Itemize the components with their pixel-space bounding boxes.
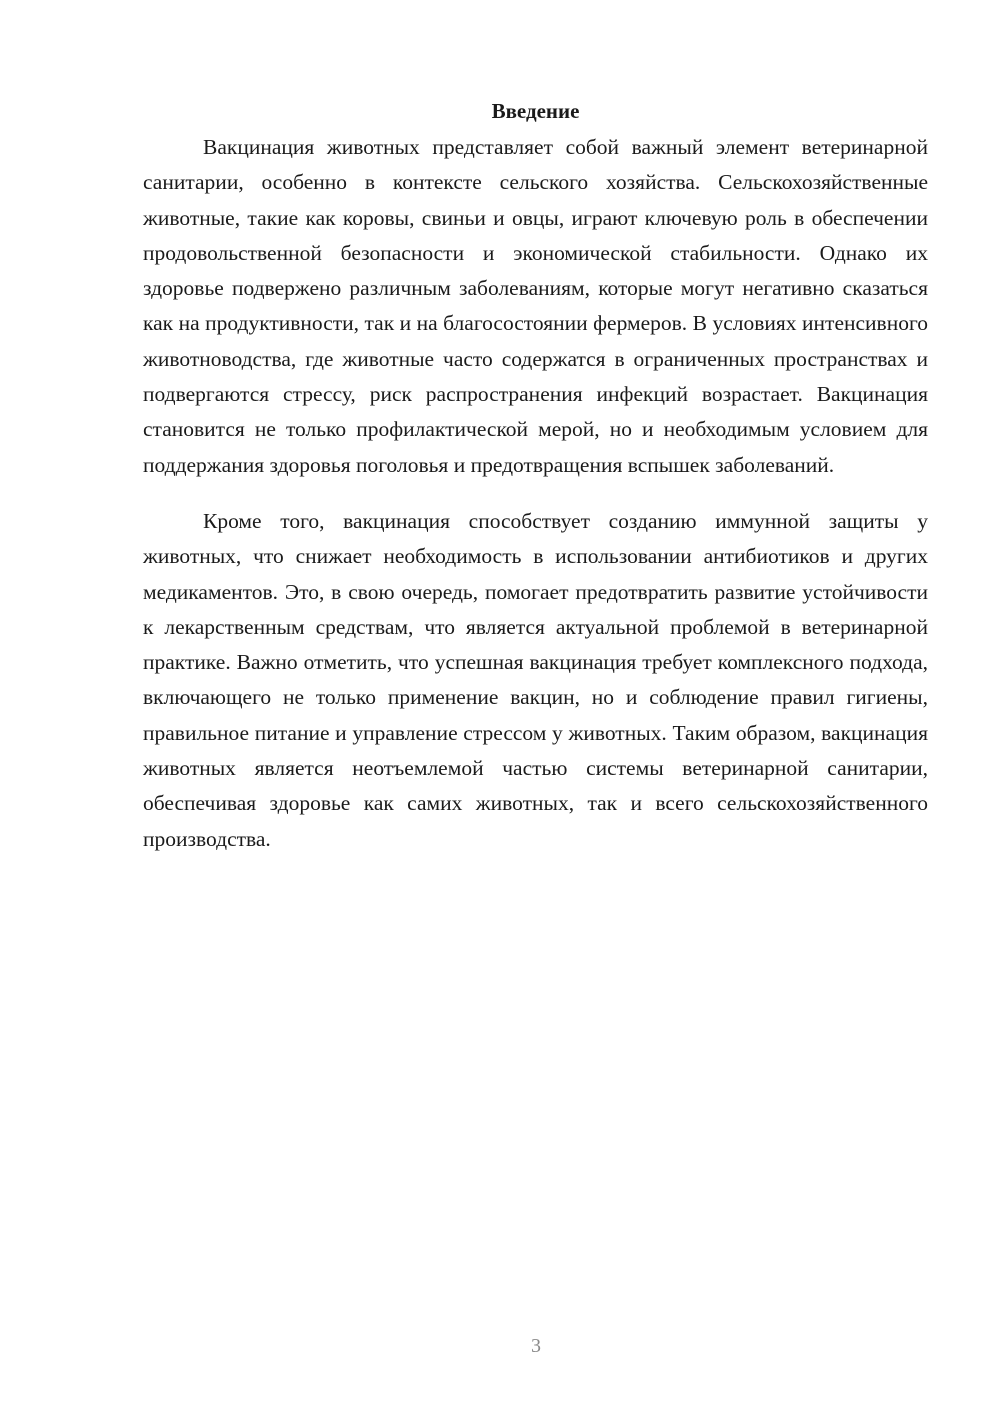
paragraph-1: Вакцинация животных представляет собой важный элемент ветеринарной санитарии, особенно в контексте сельского хозяйства. Сельскохозяйственные животные, такие как коровы, свиньи и овцы, играют ключевую роль в обеспечении продовольственной безопасности и экономической стабильности. Однако их здоровье подвержено различным заболеваниям, которые могут негативно сказаться как на продуктивности, так и на благосостоянии фермеров. В условиях интенсивного животноводства, где животные часто содержатся в ограниченных пространствах и подвергаются стрессу, риск распространения инфекций возрастает. Вакцинация становится не только профилактической мерой, но и необходимым условием для поддержания здоровья поголовья и предотвращения вспышек заболеваний. (143, 135, 928, 477)
page-content (143, 96, 928, 857)
page-number: 3 (531, 1335, 541, 1357)
section-title: Введение (491, 99, 580, 123)
paragraph-2: Кроме того, вакцинация способствует созданию иммунной защиты у животных, что снижает необходимость в использовании антибиотиков и других медикаментов. Это, в свою очередь, помогает предотвратить развитие устойчивости к лекарственным средствам, что является актуальной проблемой в ветеринарной практике. Важно отметить, что успешная вакцинация требует комплексного подхода, включающего не только применение вакцин, но и соблюдение правил гигиены, правильное питание и управление стрессом у животных. Таким образом, вакцинация животных является неотъемлемой частью системы ветеринарной санитарии, обеспечивая здоровье как самих животных, так и всего сельскохозяйственного производства. (143, 508, 928, 851)
